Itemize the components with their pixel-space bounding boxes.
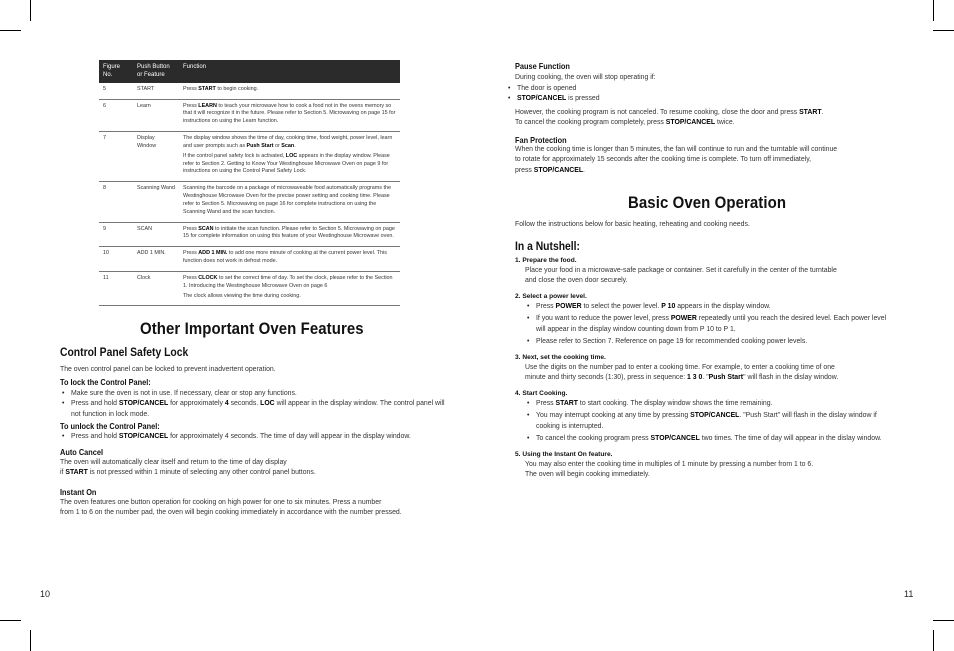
table-cell-figure: 5	[99, 83, 133, 99]
emphasis: POWER	[670, 315, 697, 322]
step-text: and close the oven door securely.	[525, 277, 628, 284]
crop-mark	[933, 630, 934, 651]
subheading: To lock the Control Panel:	[60, 377, 151, 387]
function-text: Press ADD 1 MIN. to add one more minute of cooking at the current power level. This function does not work in defrost mode.	[183, 250, 387, 265]
table-row	[99, 132, 400, 182]
crop-mark	[30, 630, 31, 651]
pause-list	[506, 84, 890, 105]
table-header: Function	[179, 60, 400, 83]
emphasis: SCAN	[198, 225, 214, 232]
function-text: Press LEARN to teach your microwave how to cook a food not in the ovens memory so that it will recognize it in the future. Please refer to Section 5. Microwaving on page 15 for instructions on using the Learn function.	[183, 102, 396, 125]
emphasis: STOP/CANCEL	[665, 119, 716, 126]
table-cell-feature: Display Window	[133, 132, 179, 182]
table-header: Push Button or Feature	[133, 60, 179, 83]
unlock-list	[60, 432, 445, 443]
paragraph: The oven control panel can be locked to prevent inadvertent operation.	[60, 366, 276, 373]
paragraph: During cooking, the oven will stop operating if:	[515, 74, 656, 81]
table-row	[99, 271, 400, 305]
emphasis: STOP/CANCEL	[517, 95, 567, 102]
auto-cancel-text	[60, 458, 445, 479]
table-cell-function	[179, 222, 400, 247]
text-line: if START is not pressed within 1 minute of selecting any other control panel buttons.	[60, 469, 316, 476]
emphasis: 1 3 0	[687, 374, 703, 381]
instant-on-text	[60, 498, 445, 519]
table-row	[99, 99, 400, 131]
function-text: Scanning the barcode on a package of microwaveable food automatically programs the Westinghouse Microwave Oven for the precise power setting and cooking time. Please refer to Section 5. Microwaving on page 16 for complete instructions on using the Scanning Wand and the scan function.	[183, 185, 391, 215]
table-cell-function	[179, 271, 400, 305]
text-line: However, the cooking program is not canceled. To resume cooking, close the door and press START.	[515, 108, 824, 116]
table-cell-feature: START	[133, 83, 179, 99]
table-cell-function	[179, 132, 400, 182]
list-item: • If you want to reduce the power level, press POWER repeatedly until you reach the desired level. Each power level will appear in the display window counting down from P 10 to P 1.	[525, 314, 890, 335]
list-item: • To cancel the cooking program press STOP/CANCEL two times. The time of day will appear in the dislay window.	[525, 434, 890, 445]
function-text: Press CLOCK to set the correct time of day. To set the clock, please refer to the Section 1. Introducing the Westinghouse Microwave Oven on page 6	[183, 274, 393, 289]
crop-mark	[30, 0, 31, 21]
list-item: • Press START to start cooking. The display window shows the time remaining.	[525, 399, 890, 410]
table-cell-figure: 8	[99, 182, 133, 222]
function-text: If the control panel safety lock is activated, LOC appears in the display window. Please refer to Section 2. Getting to Know Your Westinghouse Microwave Oven on page 9 for instructions on using the Control Panel Safety Lock.	[183, 152, 390, 175]
emphasis: STOP/CANCEL	[650, 435, 700, 442]
step-text: The oven will begin cooking immediately.	[525, 471, 650, 478]
emphasis: START	[198, 85, 216, 92]
table-cell-feature: Clock	[133, 271, 179, 305]
table-cell-feature: ADD 1 MIN.	[133, 247, 179, 272]
text-line: When the cooking time is longer than 5 minutes, the fan will continue to run and the turntable will continue	[515, 145, 838, 153]
emphasis: STOP/CANCEL	[118, 433, 169, 440]
text-line: To cancel the cooking program completely, press STOP/CANCEL twice.	[515, 119, 735, 126]
steps	[515, 257, 890, 481]
list-item: • Press POWER to select the power level. P 10 appears in the display window.	[525, 302, 890, 313]
list-item: • You may interrupt cooking at any time by pressing STOP/CANCEL. "Push Start" will flash in the dislay window if cooking is interrupted.	[525, 411, 890, 432]
table-cell-function	[179, 247, 400, 272]
crop-mark	[0, 30, 21, 31]
subheading: Auto Cancel	[60, 447, 104, 457]
lock-list	[60, 389, 445, 421]
crop-mark	[933, 30, 954, 31]
emphasis: STOP/CANCEL	[118, 400, 169, 407]
text-line: to rotate for approximately 15 seconds after the cooking time is complete. To turn off immediately,	[515, 156, 812, 163]
table-cell-figure: 10	[99, 247, 133, 272]
text-line: The oven will automatically clear itself and return to the time of day display	[60, 458, 287, 466]
emphasis: ADD 1 MIN.	[198, 250, 228, 257]
page-title: Other Important Oven Features	[140, 319, 364, 338]
fan-text	[515, 145, 890, 177]
list-item: • Press and hold STOP/CANCEL for approximately 4 seconds. The time of day will appear in the display window.	[60, 432, 445, 443]
step-heading: 2. Select a power level.	[515, 292, 587, 300]
function-text: The display window shows the time of day, cooking time, food weight, power level, learn and user prompts such as Push Start or Scan.	[183, 135, 393, 149]
emphasis: LOC	[260, 400, 275, 407]
function-text: Press START to begin cooking.	[183, 85, 259, 92]
step-text: Place your food in a microwave-safe package or container. Set it carefully in the center of the turntable	[525, 266, 837, 274]
table-row	[99, 83, 400, 99]
emphasis: CLOCK	[198, 274, 218, 281]
step-text: Use the digits on the number pad to enter a cooking time. For example, to enter a cooking time of one	[525, 363, 835, 371]
step-text: minute and thirty seconds (1:30), press in sequence: 1 3 0. "Push Start" will flash in the dislay window.	[525, 374, 839, 381]
emphasis: POWER	[555, 302, 582, 310]
emphasis: LOC	[285, 152, 298, 159]
table-row	[99, 247, 400, 272]
pause-after-text	[515, 108, 890, 129]
table-cell-function	[179, 99, 400, 131]
table-cell-feature: Learn	[133, 99, 179, 131]
emphasis: START	[799, 108, 822, 116]
emphasis: STOP/CANCEL	[690, 412, 740, 419]
list-item: • Make sure the oven is not in use. If necessary, clear or stop any functions.	[60, 389, 445, 400]
table-cell-feature: Scanning Wand	[133, 182, 179, 222]
table-row	[99, 222, 400, 247]
crop-mark	[933, 620, 954, 621]
table-cell-feature: SCAN	[133, 222, 179, 247]
step-heading: 4. Start Cooking.	[515, 389, 568, 397]
function-text: Press SCAN to initiate the scan function. Please refer to Section 5. Microwaving on page 15 for complete information on using this feature of your Westinghouse Microwave oven.	[183, 225, 395, 240]
step-heading: 1. Prepare the food.	[515, 256, 577, 264]
page-title: Basic Oven Operation	[628, 193, 787, 212]
page-number-left: 10	[40, 589, 51, 599]
function-text: The clock allows viewing the time during cooking.	[183, 292, 301, 299]
emphasis: START	[555, 399, 578, 407]
subheading: To unlock the Control Panel:	[60, 422, 160, 431]
table-cell-function	[179, 182, 400, 222]
table-cell-figure: 7	[99, 132, 133, 182]
subheading: Pause Function	[515, 62, 570, 71]
emphasis: LEARN	[198, 102, 217, 109]
text-line: press STOP/CANCEL.	[515, 166, 585, 174]
table-cell-figure: 9	[99, 222, 133, 247]
list-item: • Press and hold STOP/CANCEL for approximately 4 seconds. LOC will appear in the display window. The control panel will not function in lock mode.	[60, 399, 445, 420]
emphasis: Push Start	[246, 142, 274, 149]
section-heading: In a Nutshell:	[515, 240, 580, 253]
text-line: The oven features one button operation for cooking on high power for one to six minutes. Press a number	[60, 498, 382, 506]
emphasis: 4	[224, 400, 229, 407]
step-text: You may also enter the cooking time in multiples of 1 minute by pressing a number from 1 to 6.	[525, 460, 814, 468]
step-heading: 3. Next, set the cooking time.	[515, 353, 606, 361]
list-item: • The door is opened	[506, 84, 890, 95]
step-list	[525, 399, 890, 445]
emphasis: Push Start	[708, 374, 744, 381]
table-row	[99, 182, 400, 222]
paragraph: Follow the instructions below for basic heating, reheating and cooking needs.	[515, 221, 750, 228]
crop-mark	[0, 620, 21, 621]
emphasis: P 10	[661, 302, 676, 310]
list-item: • Please refer to Section 7. Reference on page 19 for recommended cooking power levels.	[525, 337, 890, 348]
page-number-right: 11	[904, 589, 914, 599]
subheading: Instant On	[60, 487, 97, 497]
section-heading: Control Panel Safety Lock	[60, 347, 189, 359]
emphasis: STOP/CANCEL	[533, 166, 584, 174]
subheading: Fan Protection	[515, 135, 567, 145]
crop-mark	[933, 0, 934, 21]
table-cell-figure: 11	[99, 271, 133, 305]
step-heading: 5. Using the Instant On feature.	[515, 450, 613, 458]
text-line: from 1 to 6 on the number pad, the oven will begin cooking immediately in accordance with the number pressed.	[60, 509, 402, 516]
emphasis: Scan	[281, 142, 295, 149]
list-item: • STOP/CANCEL is pressed	[506, 94, 890, 105]
table-header: Figure No.	[99, 60, 133, 83]
function-table	[99, 60, 400, 306]
emphasis: START	[65, 469, 88, 476]
table-cell-figure: 6	[99, 99, 133, 131]
table-cell-function	[179, 83, 400, 99]
step-list	[525, 302, 890, 348]
